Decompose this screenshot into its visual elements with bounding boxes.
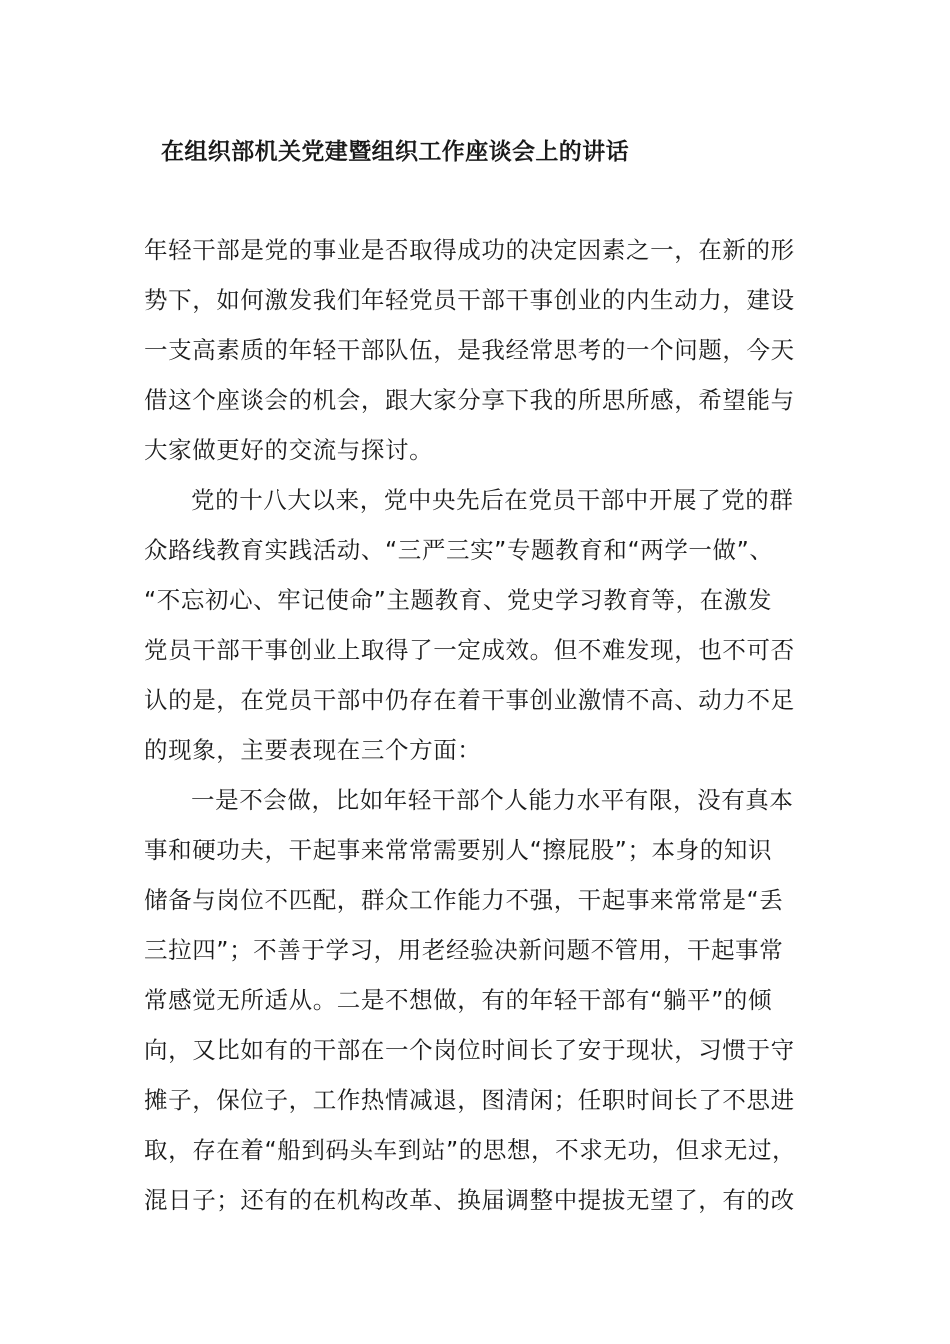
paragraph-line: 大家做更好的交流与探讨。	[144, 436, 434, 464]
paragraph-line: 党员干部干事创业上取得了一定成效。但不难发现，也不可否	[144, 636, 795, 664]
paragraph-line: 摊子，保位子，工作热情减退，图清闲；任职时间长了不思进	[144, 1086, 795, 1114]
paragraph-line: 三拉四”；不善于学习，用老经验决新问题不管用，干起事常	[144, 936, 784, 964]
paragraph-line: 事和硬功夫，干起事来常常需要别人“擦屁股”；本身的知识	[144, 836, 773, 864]
paragraph-line: 一是不会做，比如年轻干部个人能力水平有限，没有真本	[191, 786, 794, 814]
paragraph-line: 的现象，主要表现在三个方面：	[144, 736, 482, 764]
paragraph-line: 向，又比如有的干部在一个岗位时间长了安于现状，习惯于守	[144, 1036, 795, 1064]
paragraph-line: 借这个座谈会的机会，跟大家分享下我的所思所感，希望能与	[144, 386, 795, 414]
paragraph-line: 储备与岗位不匹配，群众工作能力不强，干起事来常常是“丢	[144, 886, 784, 914]
paragraph-line: 众路线教育实践活动、“三严三实”专题教育和“两学一做”、	[144, 536, 774, 564]
paragraph-line: 一支高素质的年轻干部队伍，是我经常思考的一个问题，今天	[144, 336, 795, 364]
paragraph-line: “不忘初心、牢记使命”主题教育、党史学习教育等，在激发	[144, 586, 773, 614]
paragraph-line: 混日子；还有的在机构改革、换届调整中提拔无望了，有的改	[144, 1186, 795, 1214]
paragraph-line: 取，存在着“船到码头车到站”的思想，不求无功，但求无过，	[144, 1136, 797, 1164]
paragraph-line: 常感觉无所适从。二是不想做，有的年轻干部有“躺平”的倾	[144, 986, 773, 1014]
paragraph-line: 势下，如何激发我们年轻党员干部干事创业的内生动力，建设	[144, 286, 795, 314]
document-title: 在组织部机关党建暨组织工作座谈会上的讲话	[161, 139, 629, 165]
document-body	[144, 225, 797, 1225]
paragraph-line: 年轻干部是党的事业是否取得成功的决定因素之一，在新的形	[144, 236, 795, 264]
paragraph-line: 认的是，在党员干部中仍存在着干事创业激情不高、动力不足	[144, 686, 795, 714]
paragraph-line: 党的十八大以来，党中央先后在党员干部中开展了党的群	[191, 486, 794, 514]
